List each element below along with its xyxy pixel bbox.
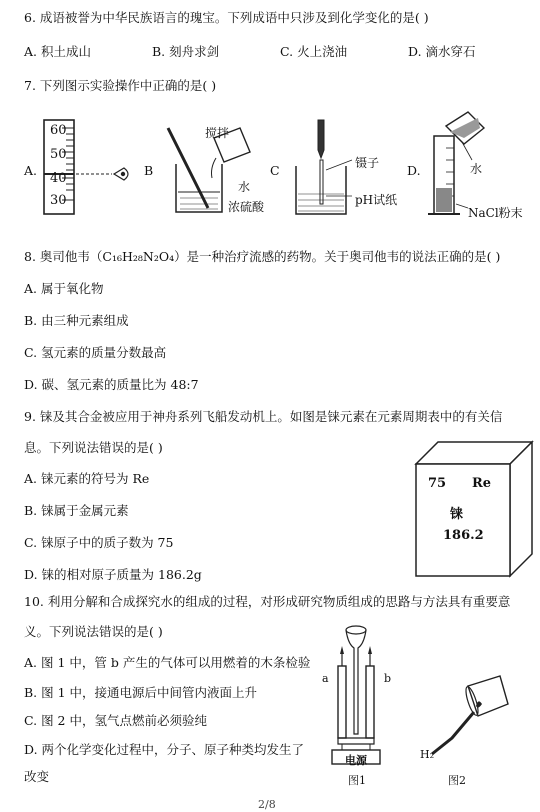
label-water-b: 水 — [238, 180, 251, 194]
q7-letter-b: B — [144, 163, 154, 178]
q10-stem-line2: 义。下列说法错误的是( ) — [24, 624, 163, 639]
q6-stem: 6. 成语被誉为中华民族语言的瑰宝。下列成语中只涉及到化学变化的是( ) — [24, 10, 429, 25]
element-card — [410, 438, 536, 580]
q8-stem: 8. 奥司他韦（C₁₆H₂₈N₂O₄）是一种治疗流感的药物。关于奥司他韦的说法正确的是( ) — [24, 249, 501, 264]
q8-option-c: C. 氢元素的质量分数最高 — [24, 345, 167, 360]
q10-option-d-continued: 改变 — [24, 769, 50, 784]
cylinder-tick-60: 60 — [50, 123, 67, 138]
label-acid: 浓硫酸 — [228, 200, 265, 214]
tube-a-label: a — [322, 672, 329, 685]
q9-option-d: D. 铼的相对原子质量为 186.2g — [24, 567, 202, 582]
q10-option-d: D. 两个化学变化过程中，分子、原子种类均发生了 — [24, 742, 305, 757]
q7-letter-d: D. — [407, 163, 421, 178]
label-stir: 搅拌 — [205, 126, 230, 140]
label-nacl: NaCl粉末 — [468, 206, 523, 220]
q8-option-b: B. 由三种元素组成 — [24, 313, 129, 328]
q9-stem-line1: 9. 铼及其合金被应用于神舟系列飞船发动机上。如图是铼元素在元素周期表中的有关信 — [24, 409, 503, 424]
cylinder-tick-50: 50 — [50, 147, 67, 162]
fig1-caption: 图1 — [348, 774, 366, 787]
q8-option-a: A. 属于氧化物 — [24, 281, 104, 296]
label-ph-paper: pH试纸 — [355, 193, 398, 207]
q6-option-b: B. 刻舟求剑 — [152, 44, 220, 59]
q9-option-b: B. 铼属于金属元素 — [24, 503, 129, 518]
q6-option-a: A. 积土成山 — [24, 44, 91, 59]
q9-option-a: A. 铼元素的符号为 Re — [24, 471, 150, 486]
label-tweezers: 镊子 — [355, 156, 380, 170]
element-number: 75 — [428, 476, 447, 491]
element-mass: 186.2 — [443, 528, 484, 543]
q8-option-d: D. 碳、氢元素的质量比为 48:7 — [24, 377, 199, 392]
tweezers-icon — [318, 120, 324, 158]
q6-option-d: D. 滴水穿石 — [408, 44, 476, 59]
q9-stem-line2: 息。下列说法错误的是( ) — [24, 440, 163, 455]
q7-letter-c: C — [270, 163, 280, 178]
tube-b-label: b — [384, 672, 392, 685]
q9-option-c: C. 铼原子中的质子数为 75 — [24, 535, 174, 550]
q6-option-c: C. 火上浇油 — [280, 44, 348, 59]
element-symbol: Re — [472, 476, 492, 491]
q7-stem: 7. 下列图示实验操作中正确的是( ) — [24, 78, 217, 93]
q10-option-a: A. 图 1 中，管 b 产生的气体可以用燃着的木条检验 — [24, 655, 311, 670]
page-number: 2/8 — [258, 798, 276, 811]
q10-option-b: B. 图 1 中，接通电源后中间管内液面上升 — [24, 685, 258, 700]
power-label: 电源 — [345, 754, 367, 767]
h2-label: H₂ — [420, 748, 435, 761]
glass-rod — [168, 128, 208, 208]
q10-fig1-electrolysis — [318, 618, 398, 768]
q10-option-c: C. 图 2 中，氢气点燃前必须验纯 — [24, 713, 207, 728]
fig2-caption: 图2 — [448, 774, 466, 787]
q10-stem-line1: 10. 利用分解和合成探究水的组成的过程，对形成研究物质组成的思路与方法具有重要意 — [24, 594, 511, 609]
element-name: 铼 — [450, 507, 464, 522]
cylinder-tick-40: 40 — [50, 171, 67, 186]
label-water-d: 水 — [470, 162, 483, 176]
q7-letter-a: A. — [24, 163, 38, 178]
cylinder-tick-30: 30 — [50, 193, 67, 208]
